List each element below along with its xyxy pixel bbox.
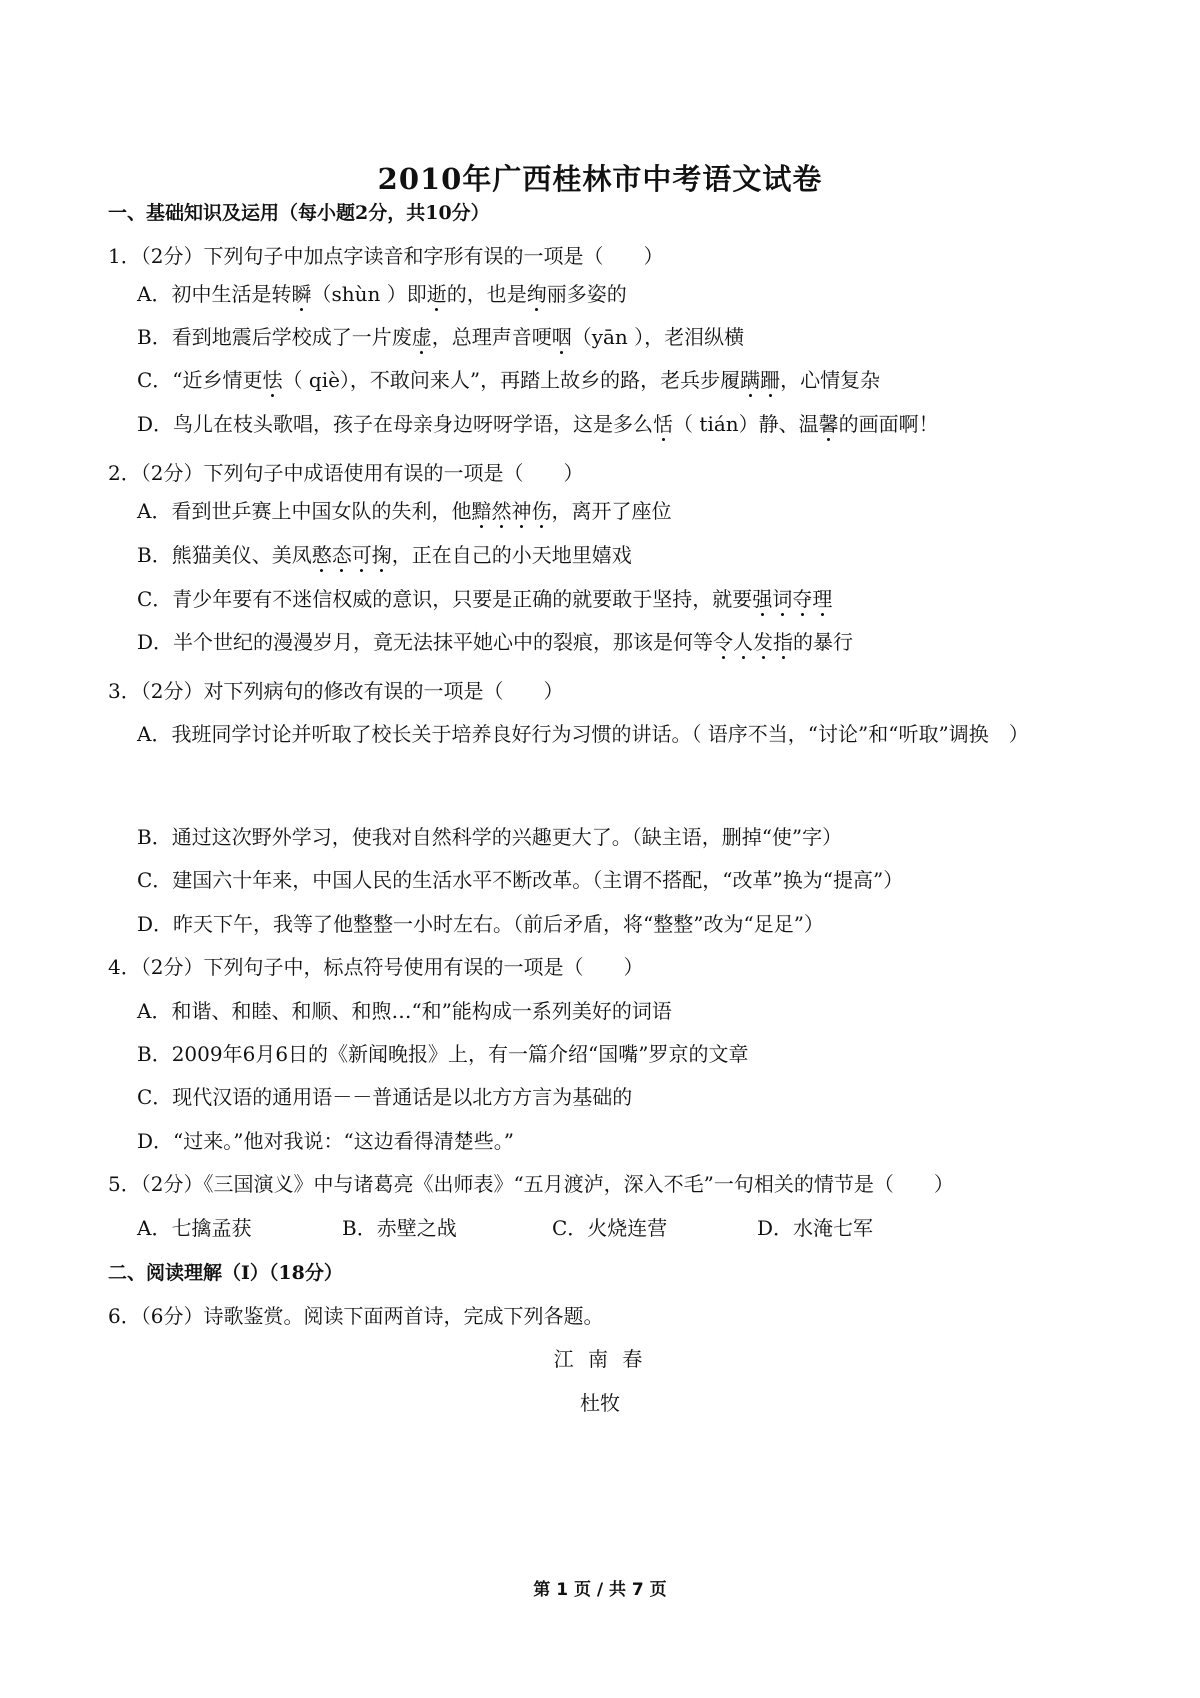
section-heading-1: 一、基础知识及运用（每小题2分，共10分） xyxy=(108,202,490,224)
dotted-char: 跚 xyxy=(760,368,781,392)
dotted-char: 绚 xyxy=(526,282,547,306)
option-text: A．看到世乒赛上中国女队的失利，他 xyxy=(137,499,472,523)
dotted-char: 态 xyxy=(331,543,352,567)
question-1-option-b xyxy=(137,323,744,351)
question-3-stem: 3．（2分）对下列病句的修改有误的一项是（ ） xyxy=(108,679,564,703)
option-text: 的暴行 xyxy=(793,630,854,654)
question-5-choice-c: C．火烧连营 xyxy=(552,1216,668,1240)
option-text: ，总理声音哽 xyxy=(431,325,552,349)
question-3-option-b: B．通过这次野外学习，使我对自然科学的兴趣更大了。（缺主语，删掉“使”字） xyxy=(137,825,843,849)
option-text: 转 xyxy=(271,282,292,306)
question-3-option-d: D．昨天下午，我等了他整整一小时左右。（前后矛盾，将“整整”改为“足足”） xyxy=(137,912,824,936)
dotted-char: 发 xyxy=(753,630,774,654)
dotted-char: 可 xyxy=(351,543,372,567)
option-text: D．半个世纪的漫漫岁月，竟无法抹平她心中的裂痕，那该是何等 xyxy=(137,630,714,654)
question-4-option-b: B．2009年6月6日的《新闻晚报》上，有一篇介绍“国嘴”罗京的文章 xyxy=(137,1042,749,1066)
question-5-choice-a: A．七擒孟获 xyxy=(137,1216,252,1240)
dotted-char: 伤 xyxy=(531,499,552,523)
option-text: （ qiè），不敢问来人”，再踏上故乡的路，老兵步履 xyxy=(282,368,741,392)
dotted-char: 人 xyxy=(733,630,754,654)
question-6-stem: 6．（6分）诗歌鉴赏。阅读下面两首诗，完成下列各题。 xyxy=(108,1304,604,1328)
option-text: B．熊猫美仪、美凤 xyxy=(137,543,312,567)
question-1-option-a xyxy=(137,280,627,308)
dotted-char: 指 xyxy=(773,630,794,654)
page-footer: 第 1 页 / 共 7 页 xyxy=(533,1580,667,1600)
dotted-char: 虚 xyxy=(411,325,432,349)
dotted-char: 令 xyxy=(713,630,734,654)
option-text: 的，也是 xyxy=(446,282,527,306)
option-text: A．初中生活是 xyxy=(137,282,272,306)
dotted-char: 瞬 xyxy=(291,282,312,306)
option-text: B．看到地震后学校成了一片废 xyxy=(137,325,412,349)
poem-author: 杜牧 xyxy=(580,1391,620,1415)
dotted-char: 神 xyxy=(511,499,532,523)
dotted-char: 词 xyxy=(772,587,793,611)
dotted-char: 咽 xyxy=(551,325,572,349)
dotted-char: 怯 xyxy=(262,368,283,392)
dotted-char: 理 xyxy=(812,587,833,611)
page-title: 2010年广西桂林市中考语文试卷 xyxy=(377,162,823,196)
question-1-option-d xyxy=(137,410,939,438)
question-4-option-a: A．和谐、和睦、和顺、和煦…“和”能构成一系列美好的词语 xyxy=(137,999,672,1023)
question-4-option-c: C．现代汉语的通用语－－普通话是以北方方言为基础的 xyxy=(137,1085,633,1109)
option-text: C．“近乡情更 xyxy=(137,368,263,392)
option-text: 丽多姿的 xyxy=(546,282,627,306)
dotted-char: 蹒 xyxy=(740,368,761,392)
option-text: （shùn ）即 xyxy=(311,282,427,306)
option-text: 的画面啊！ xyxy=(838,412,939,436)
dotted-char: 恬 xyxy=(653,412,674,436)
question-2-option-a xyxy=(137,497,671,525)
option-text: （yān ），老泪纵横 xyxy=(571,325,745,349)
dotted-char: 逝 xyxy=(426,282,447,306)
dotted-char: 馨 xyxy=(818,412,839,436)
question-4-stem: 4．（2分）下列句子中，标点符号使用有误的一项是（ ） xyxy=(108,955,644,979)
question-2-stem: 2．（2分）下列句子中成语使用有误的一项是（ ） xyxy=(108,461,584,485)
question-4-option-d: D．“过来。”他对我说：“这边看得清楚些。” xyxy=(137,1129,514,1153)
dotted-char: 夺 xyxy=(792,587,813,611)
question-5-choice-b: B．赤壁之战 xyxy=(342,1216,457,1240)
question-1-option-c xyxy=(137,366,880,394)
poem-title: 江 南 春 xyxy=(553,1347,647,1371)
dotted-char: 然 xyxy=(491,499,512,523)
option-text: D．鸟儿在枝头歌唱，孩子在母亲身边呀呀学语，这是多么 xyxy=(137,412,654,436)
dotted-char: 掬 xyxy=(371,543,392,567)
dotted-char: 黯 xyxy=(471,499,492,523)
option-text: （ tián）静、温 xyxy=(673,412,819,436)
dotted-char: 憨 xyxy=(311,543,332,567)
option-text: ，离开了座位 xyxy=(551,499,672,523)
question-5-choice-d: D．水淹七军 xyxy=(757,1216,874,1240)
question-3-option-a: A．我班同学讨论并听取了校长关于培养良好行为习惯的讲话。（ 语序不当，“讨论”和“听取”调换 ） xyxy=(137,722,1029,746)
option-text: ，正在自己的小天地里嬉戏 xyxy=(391,543,632,567)
dotted-char: 强 xyxy=(752,587,773,611)
option-text: ，心情复杂 xyxy=(780,368,881,392)
question-3-option-c: C．建国六十年来，中国人民的生活水平不断改革。（主谓不搭配，“改革”换为“提高”） xyxy=(137,868,904,892)
question-2-option-b xyxy=(137,541,632,569)
option-text: C．青少年要有不迷信权威的意识，只要是正确的就要敢于坚持，就要 xyxy=(137,587,753,611)
question-2-option-c xyxy=(137,585,832,613)
question-5-stem: 5．（2分）《三国演义》中与诸葛亮《出师表》“五月渡泸，深入不毛”一句相关的情节是（ ） xyxy=(108,1172,954,1196)
question-1-stem: 1．（2分）下列句子中加点字读音和字形有误的一项是（ ） xyxy=(108,244,664,268)
question-2-option-d xyxy=(137,628,853,656)
section-heading-2: 二、阅读理解（Ⅰ）（18分） xyxy=(108,1262,343,1284)
